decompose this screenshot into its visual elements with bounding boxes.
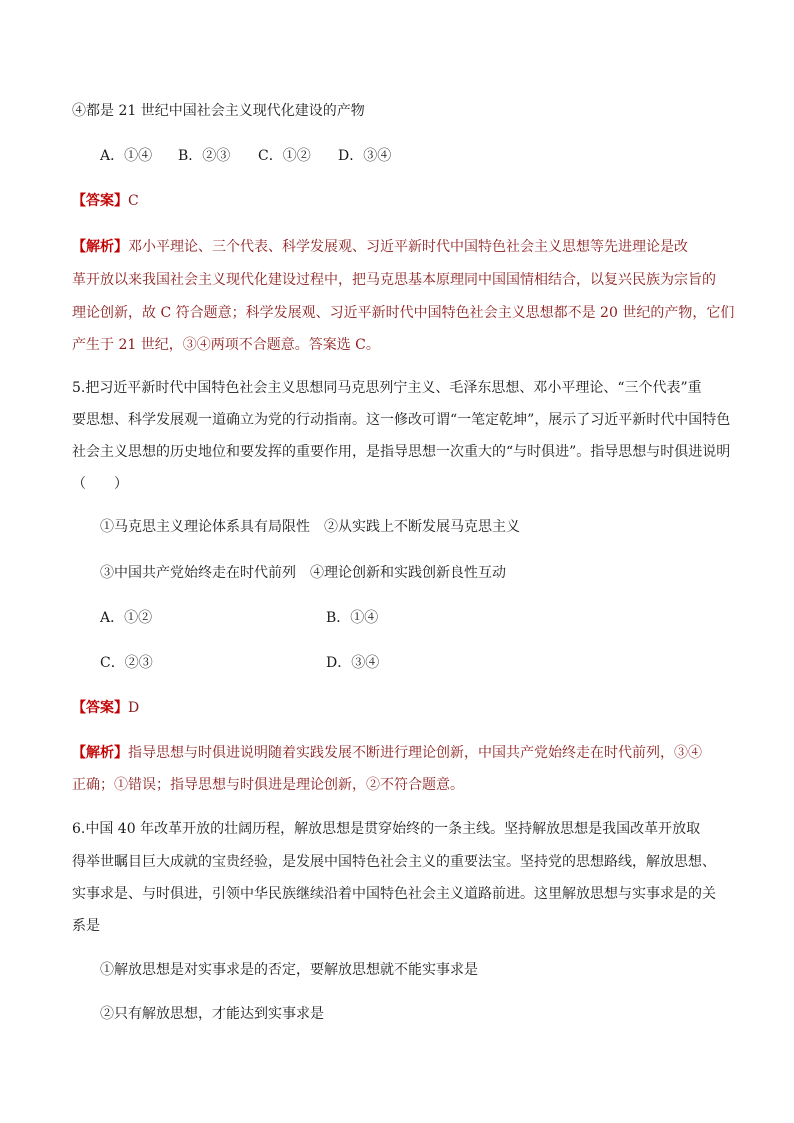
question-line: 6.中国 40 年改革开放的壮阔历程，解放思想是贯穿始终的一条主线。坚持解放思想是我国改革开放取 (72, 821, 701, 837)
q5-option-b: B．①④ (326, 610, 379, 626)
answer-value: C (128, 193, 139, 209)
q5-option-d: D．③④ (326, 655, 380, 671)
q5-option-c: C．②③ (100, 655, 153, 671)
q5-statements-3-4: ③中国共产党始终走在时代前列 ④理论创新和实践创新良性互动 (100, 565, 506, 581)
analysis-line (72, 743, 732, 763)
q4-statement-4: ④都是 21 世纪中国社会主义现代化建设的产物 (72, 103, 365, 119)
question-line: （ ） (72, 476, 128, 492)
answer-tag: 【答案】 (72, 193, 128, 209)
q4-answer (72, 191, 732, 211)
answer-tag: 【答案】 (72, 700, 128, 716)
q4-option-d: D．③④ (338, 148, 392, 164)
question-line: 社会主义思想的历史地位和要发挥的重要作用，是指导思想一次重大的“与时俱进”。指导思想与时俱进说明 (72, 444, 731, 460)
analysis-tag: 【解析】 (72, 745, 128, 761)
analysis-text: 邓小平理论、三个代表、科学发展观、习近平新时代中国特色社会主义思想等先进理论是改 (128, 239, 688, 255)
q4-option-b: B．②③ (178, 148, 231, 164)
analysis-tag: 【解析】 (72, 239, 128, 255)
q5-answer (72, 698, 732, 718)
q4-option-c: C．①② (258, 148, 311, 164)
q4-option-a: A．①④ (100, 148, 153, 164)
q5-statements-1-2: ①马克思主义理论体系具有局限性 ②从实践上不断发展马克思主义 (100, 519, 520, 535)
question-line: 5.把习近平新时代中国特色社会主义思想同马克思列宁主义、毛泽东思想、邓小平理论、“三个代表”重 (72, 380, 702, 396)
analysis-line (72, 237, 732, 257)
question-line: 得举世瞩目巨大成就的宝贵经验，是发展中国特色社会主义的重要法宝。坚持党的思想路线，解放思想、 (72, 854, 716, 870)
q5-option-a: A．①② (100, 610, 153, 626)
analysis-line: 理论创新，故 C 符合题意；科学发展观、习近平新时代中国特色社会主义思想都不是 20 世纪的产物，它们 (72, 305, 735, 321)
question-line: 系是 (72, 918, 100, 934)
answer-value: D (128, 700, 140, 716)
q6-statement-1: ①解放思想是对实事求是的否定，要解放思想就不能实事求是 (100, 962, 478, 978)
question-line: 实事求是、与时俱进，引领中华民族继续沿着中国特色社会主义道路前进。这里解放思想与实事求是的关 (72, 886, 716, 902)
question-line: 要思想、科学发展观一道确立为党的行动指南。这一修改可谓“一笔定乾坤”，展示了习近平新时代中国特色 (72, 412, 731, 428)
analysis-line: 产生于 21 世纪，③④两项不合题意。答案选 C。 (72, 337, 380, 353)
analysis-text: 指导思想与时俱进说明随着实践发展不断进行理论创新，中国共产党始终走在时代前列，③④ (128, 745, 702, 761)
analysis-line: 正确；①错误；指导思想与时俱进是理论创新，②不符合题意。 (72, 777, 464, 793)
analysis-line: 革开放以来我国社会主义现代化建设过程中，把马克思基本原理同中国国情相结合，以复兴民族为宗旨的 (72, 272, 716, 288)
q6-statement-2: ②只有解放思想，才能达到实事求是 (100, 1006, 324, 1022)
